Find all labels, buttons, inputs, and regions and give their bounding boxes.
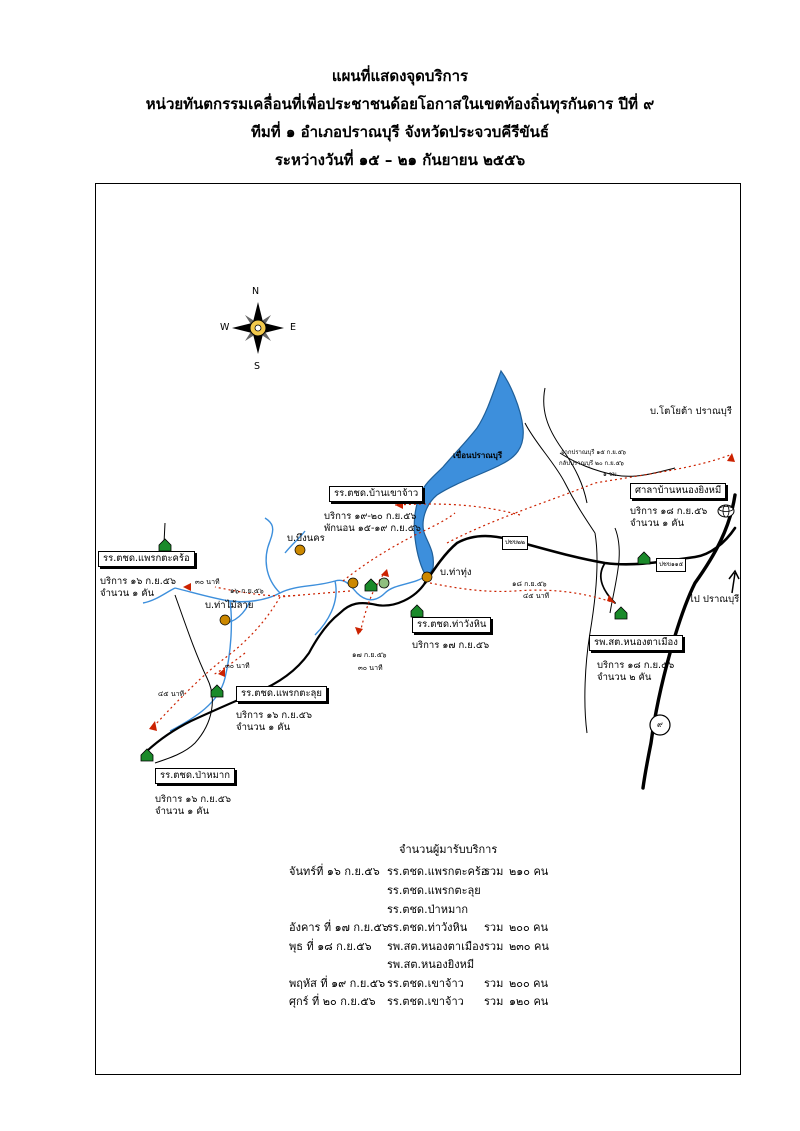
site-service-tha-wang-hin: บริการ ๑๗ ก.ย.๕๖ xyxy=(412,640,490,651)
site-cars-nong-ta-mueang: จำนวน ๒ คัน xyxy=(597,672,652,683)
site-service-nong-ta-mueang: บริการ ๑๘ ก.ย.๕๖ xyxy=(597,660,675,671)
site-box-pa-mak: รร.ตชด.ป่าหมาก xyxy=(155,768,235,784)
route-label-6b: ๔๕ นาที xyxy=(523,592,550,600)
route-label-2: ๑๖ ก.ย.๕๖ xyxy=(230,587,264,595)
site-service-nong-ying-mi: บริการ ๑๘ ก.ย.๕๖ xyxy=(630,506,708,517)
route-label-1: ๓๐ นาที xyxy=(195,578,220,586)
road-sign-a: ปชข๒๒ xyxy=(502,536,528,550)
route-label-5b: ๓๐ นาที xyxy=(358,664,383,672)
compass-label-s: S xyxy=(254,361,261,372)
route-label-4: ๔๕ นาที xyxy=(158,690,185,698)
site-box-phrae-ta-kro: รร.ตชด.แพรกตะคร้อ xyxy=(98,551,195,567)
stats-total-label: รวม xyxy=(484,977,504,990)
school-icon xyxy=(141,539,650,761)
camp-icon xyxy=(379,578,389,588)
road-sign-b: ปชข๑๑๕ xyxy=(656,558,686,572)
compass-label-e: E xyxy=(290,322,297,333)
stats-site: รร.ตชด.แพรกตะคร้อ xyxy=(387,865,488,878)
route-label-7a: จากปราณบุรี ๑๕ ก.ย.๕๖ xyxy=(561,449,626,456)
stats-site: รร.ตชด.ท่าวังหิน xyxy=(387,921,468,934)
stats-count: ๒๐๐ คน xyxy=(509,921,549,934)
stats-total-label: รวม xyxy=(484,995,504,1008)
village-label-tha-thung: บ.ท่าทุ่ง xyxy=(440,567,472,578)
stats-day: อังคาร ที่ ๑๗ ก.ย.๕๖ xyxy=(289,921,389,934)
stats-day: พฤหัส ที่ ๑๙ ก.ย.๕๖ xyxy=(289,977,386,990)
to-pranburi-label: ไป ปราณบุรี xyxy=(689,594,740,605)
highway-number: ๙ xyxy=(657,720,663,729)
site-cars-phrae-ta-kro: จำนวน ๑ คัน xyxy=(100,588,155,599)
stats-site: รร.ตชด.เขาจ้าว xyxy=(387,977,464,990)
site-box-nong-ying-mi: ศาลาบ้านหนองยิงหมี xyxy=(630,483,726,499)
stats-count: ๒๑๐ คน xyxy=(509,865,549,878)
stats-count: ๑๒๐ คน xyxy=(509,995,549,1008)
map-title: แผนที่แสดงจุดบริการ xyxy=(331,67,469,85)
site-service-pa-mak: บริการ ๑๖ ก.ย.๕๖ xyxy=(155,794,231,805)
route-label-3: ๓๐ นาที xyxy=(225,662,250,670)
route-label-6a: ๑๘ ก.ย.๕๖ xyxy=(512,580,547,588)
stats-site: รร.ตชด.แพรกตะลุย xyxy=(387,884,481,897)
to-pranburi-arrow-icon xyxy=(729,571,739,593)
map-subtitle-unit: หน่วยทันตกรรมเคลื่อนที่เพื่อประชาชนด้อยโอกาสในเขตท้องถิ่นทุรกันดาร ปีที่ ๙ xyxy=(145,95,655,113)
site-cars-phrae-ta-lui: จำนวน ๑ คัน xyxy=(236,722,291,733)
site-cars-nong-ying-mi: จำนวน ๑ คัน xyxy=(630,518,685,529)
stats-total-label: รวม xyxy=(484,921,504,934)
stats-total-label: รวม xyxy=(484,865,504,878)
stats-count: ๒๐๐ คน xyxy=(509,977,549,990)
compass-label-n: N xyxy=(252,286,260,297)
site-service-phrae-ta-lui: บริการ ๑๖ ก.ย.๕๖ xyxy=(236,710,312,721)
village-label-tha-mai-lai: บ.ท่าไม้ลาย xyxy=(205,600,254,611)
compass-rose-icon xyxy=(232,302,284,354)
stats-site: รพ.สต.หนองตาเมือง xyxy=(387,940,485,953)
toyota-logo-icon xyxy=(718,505,734,517)
route-label-5a: ๑๗ ก.ย.๕๖ xyxy=(352,651,387,659)
map-subtitle-team: ทีมที่ ๑ อำเภอปราณบุรี จังหวัดประจวบคีรีขันธ์ xyxy=(250,123,550,141)
site-service-phrae-ta-kro: บริการ ๑๖ ก.ย.๕๖ xyxy=(100,576,176,587)
compass-label-w: W xyxy=(220,322,230,333)
stats-site: รร.ตชด.เขาจ้าว xyxy=(387,995,464,1008)
site-cars-pa-mak: จำนวน ๑ คัน xyxy=(155,806,210,817)
site-box-khao-jao: รร.ตชด.บ้านเขาจ้าว xyxy=(329,486,423,502)
site-box-tha-wang-hin: รร.ตชด.ท่าวังหิน xyxy=(412,617,491,633)
site-stay-khao-jao: พักนอน ๑๕-๑๙ ก.ย.๕๖ xyxy=(324,523,421,534)
stats-day: ศุกร์ ที่ ๒๐ ก.ย.๕๖ xyxy=(289,995,376,1008)
stats-site: รพ.สต.หนองยิงหมี xyxy=(387,958,475,971)
stats-day: จันทร์ที่ ๑๖ ก.ย.๕๖ xyxy=(289,865,380,878)
site-service-khao-jao: บริการ ๑๙-๒๐ ก.ย.๕๖ xyxy=(324,511,417,522)
stats-site: รร.ตชด.ป่าหมาก xyxy=(387,903,469,916)
stats-count: ๒๓๐ คน xyxy=(509,940,549,953)
dam-label: เขื่อนปราณบุรี xyxy=(453,451,503,460)
secondary-roads xyxy=(155,388,675,763)
toyota-label: บ.โตโยต้า ปราณบุรี xyxy=(650,406,732,417)
route-label-7c: ๑ ชม. xyxy=(603,471,619,478)
stats-day: พุธ ที่ ๑๘ ก.ย.๕๖ xyxy=(289,940,372,953)
route-label-7b: กลับปราณบุรี ๒๐ ก.ย.๕๖ xyxy=(559,460,624,467)
stats-total-label: รวม xyxy=(484,940,504,953)
stats-title: จำนวนผู้มารับบริการ xyxy=(399,843,498,856)
map-subtitle-dates: ระหว่างวันที่ ๑๕ – ๒๑ กันยายน ๒๕๕๖ xyxy=(274,151,526,169)
village-label-bueng-nakhon: บ.บึงนคร xyxy=(287,533,325,544)
site-box-nong-ta-mueang: รพ.สต.หนองตาเมือง xyxy=(589,635,683,651)
site-box-phrae-ta-lui: รร.ตชด.แพรกตะลุย xyxy=(236,686,327,702)
